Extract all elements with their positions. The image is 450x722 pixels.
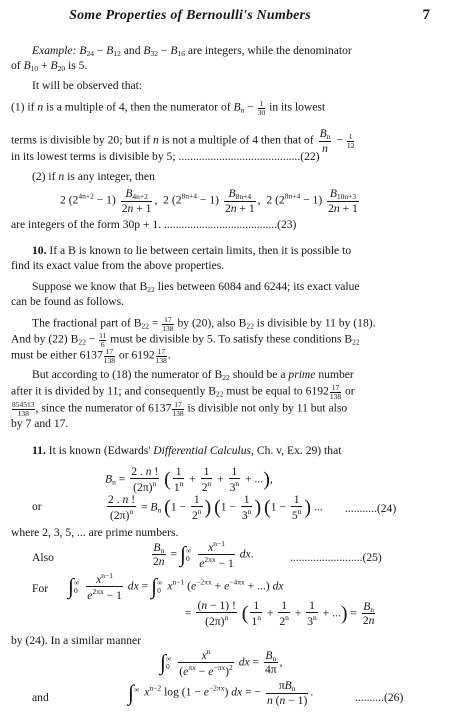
by7-line: by 7 and 17. xyxy=(11,417,69,430)
eq26-label: ..........(26) xyxy=(355,691,404,704)
page-number: 7 xyxy=(422,7,430,23)
and-label: and xyxy=(32,691,49,704)
suppose-line: Suppose we know that $B_{22}$ lies between 6084 and 6244; its exact value xyxy=(32,280,360,294)
eq25-label: .........................(25) xyxy=(290,551,382,564)
formula-bn: $B_n$ = $\frac{2 . n !}{(2\pi)^n}$ ( $\frac{1}{1^n}$ + $\frac{1}{2^n}$ + $\frac{1}{3^n}$ + ...), xyxy=(105,465,273,494)
observed-line: It will be observed that: xyxy=(32,79,143,92)
example-label: Example: xyxy=(32,44,77,57)
formula-26: ∫ ∞ $x^{n-2}$ $\log (1 - e^{-2\pi x})$ dx = − $\frac{\pi B_n}{n (n - 1)}$ . xyxy=(128,679,314,707)
item1-line2: terms is divisible by 20; but if n is not a multiple of 4 then that of $\frac{B_n}{n}$ − $\frac{1}{12}$ xyxy=(11,127,355,155)
example-line-2: of $B_{10} + B_{20}$ is 5. xyxy=(11,59,88,73)
where-line: where 2, 3, 5, ... are prime numbers. xyxy=(11,526,179,539)
item2-end: are integers of the form 30p + 1. .......................................(23) xyxy=(11,218,297,231)
eq24-label: ...........(24) xyxy=(345,502,397,515)
sec10-line2: find its exact value from the above properties. xyxy=(11,259,225,272)
formula-25: $\frac{B_n}{2n}$ = ∫ ∞ 0 $\frac{x^{n-1}}{e^{2\pi x} - 1}$ dx. xyxy=(153,539,254,570)
by24-line: by (24). In a similar manner xyxy=(11,634,142,647)
formula-24: $\frac{2 . n !}{(2\pi)^n}$ = $B_n$ (1 − $\frac{1}{2^n}$ ) (1 − $\frac{1}{3^n}$ ) (1 − $\frac{1}{5^n}$ ) ... xyxy=(108,493,323,522)
frac-part-line: The fractional part of $B_{22}$ = $\frac{17}{138}$ by (20), also $B_{22}$ is divisible by 11 by (18). xyxy=(32,315,376,333)
sec10-line1: 10. If a B is known to lie between certain limits, then it is possible to xyxy=(32,244,352,257)
item2-formula: 2 $(2^{4n+2} - 1)$ $\frac{B_{4n+2}}{2n + 1}$ , 2 $(2^{8n+4} - 1)$ $\frac{B_{8n+4}}{2n + 1}$ , 2 $(2^{8n+4} - 1)$ $\frac{B_{10n+3}}{2n + 1}$ xyxy=(60,187,358,215)
running-head: Some Properties of Bernoulli's Numbers xyxy=(69,8,311,23)
formula-for: ∫ ∞ 0 $\frac{x^{n-1}}{e^{2\pi x} - 1}$ dx = ∫ ∞ 0 $x^{n-1}$ ($e^{-2\pi x} + e^{-4\pi x}$ + ...) dx xyxy=(68,571,284,602)
formula-for-2: = $\frac{(n - 1) !}{(2\pi)^n}$ ( $\frac{1}{1^n}$ + $\frac{1}{2^n}$ + $\frac{1}{3^n}$ + ...) = $\frac{B_n}{2n}$ xyxy=(185,599,375,628)
and-by-line: And by (22) $B_{22}$ − $\frac{11}{6}$ must be divisible by 5. To satisfy these conditions $B_{22}$ xyxy=(11,331,360,349)
since-line: $\frac{854513}{138}$ , since the numerator of 6137 $\frac{17}{138}$ is divisible not only by 11 but also xyxy=(12,400,348,418)
item1-line1: (1) if n is a multiple of 4, then the numerator of $B_n$ − $\frac{1}{30}$ in its lowest xyxy=(11,99,326,117)
suppose-line2: can be found as follows. xyxy=(11,295,125,308)
sec11-line: 11. It is known (Edwards' Differential Calculus, Ch. v, Ex. 29) that xyxy=(32,444,342,457)
or-label: or xyxy=(32,500,42,513)
item1-line3: in its lowest terms is divisible by 5; ..........................................(22) xyxy=(11,150,320,163)
after-it-line: after it is divided by 11; and consequently $B_{22}$ must be equal to 6192 $\frac{17}{138}$ or xyxy=(11,383,355,401)
item2-line: (2) if n is any integer, then xyxy=(32,170,155,183)
must-be-line: must be either 6137 $\frac{17}{138}$ or 6192 $\frac{17}{138}$ . xyxy=(11,347,171,365)
but-acc-line: But according to (18) the numerator of $B_{22}$ should be a prime number xyxy=(32,368,354,382)
formula-similar: ∫ ∞ 0 $\frac{x^n}{(e^{\pi x} - e^{-\pi x})^2}$ dx = $\frac{B_n}{4\pi}$ , xyxy=(160,647,283,678)
example-line: Example: $B_{24} - B_{12}$ and $B_{32} - B_{16}$ are integers, while the denominator xyxy=(32,44,352,58)
also-label: Also xyxy=(32,551,54,564)
for-label: For xyxy=(32,582,49,595)
